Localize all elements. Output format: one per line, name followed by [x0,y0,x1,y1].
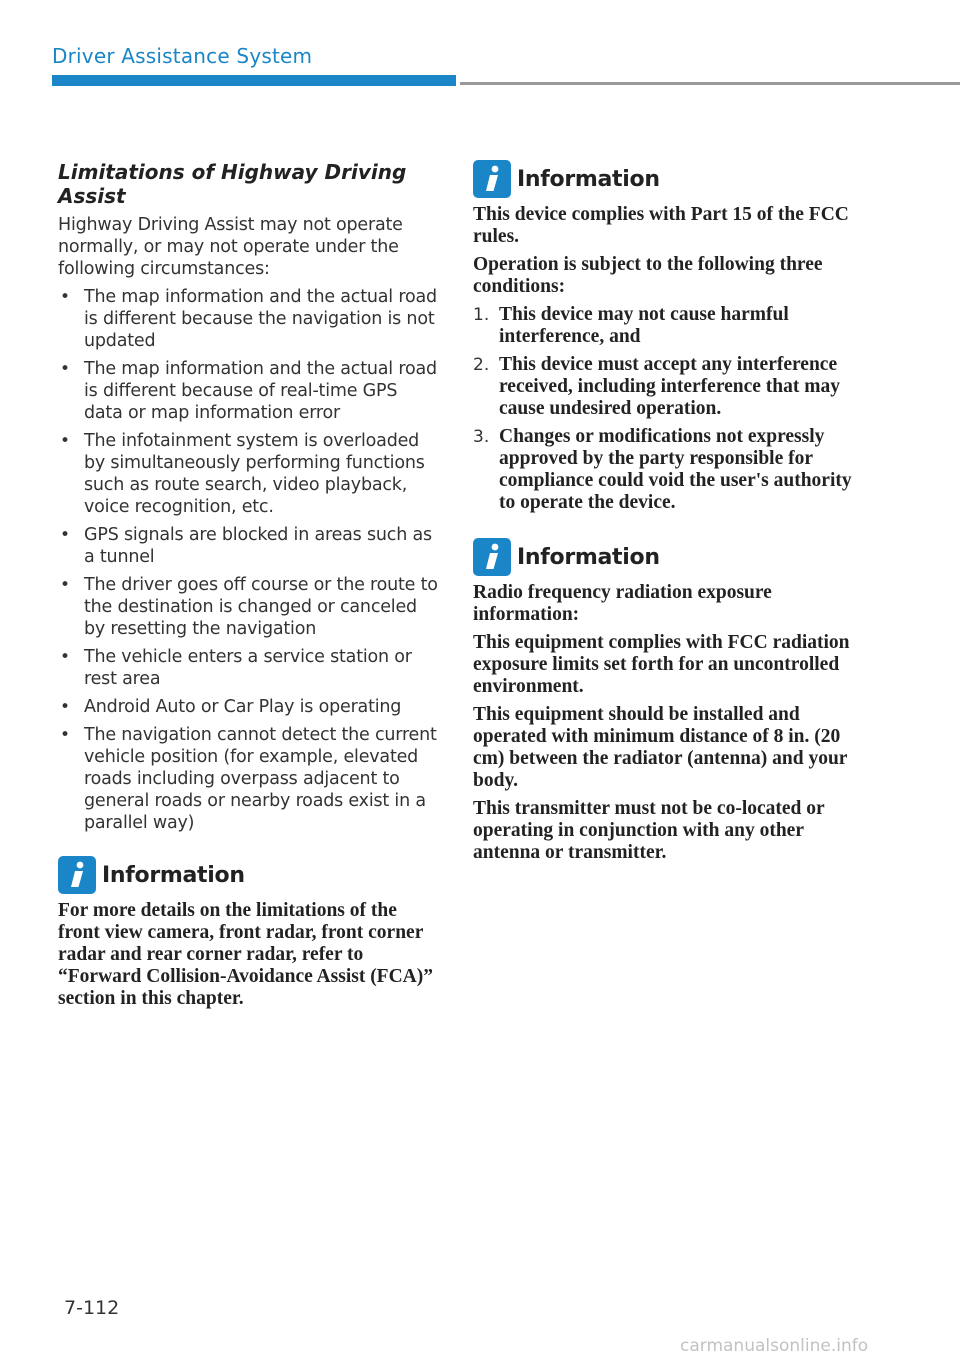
info-block-radiation [473,538,855,864]
header-title: Driver Assistance System [52,44,313,68]
information-icon [58,856,96,894]
info-title: Information [102,862,245,888]
info-block-limitations [58,856,440,1010]
info-block-fcc [473,160,855,514]
conditions-intro: Operation is subject to the following three conditions: [473,254,823,297]
watermark: carmanualsonline.info [680,1336,869,1356]
info-text: For more details on the limitations of the front view camera, front radar, front corner radar and rear corner radar, refer to “Forward Collision-Avoidance Assist (FCA)” section in this chapter. [58,900,434,1009]
list-item: • The map information and the actual road is different because of real-time GPS data or map information error [60,359,437,423]
left-column [58,160,440,1016]
list-item: • The navigation cannot detect the current vehicle position (for example, elevated roads including overpass adjacent to general roads or nearby roads exist in a parallel way) [60,725,437,833]
list-item: • The map information and the actual road is different because the navigation is not updated [60,287,437,351]
intro-paragraph: Highway Driving Assist may not operate normally, or may not operate under the following circumstances: [58,215,403,279]
section-title: Limitations of Highway Driving Assist [58,160,407,208]
radiation-heading: Radio frequency radiation exposure information: [473,582,772,625]
conditions-list [473,304,855,514]
co-location-text: This transmitter must not be co-located or operating in conjunction with any other antenna or transmitter. [473,798,825,863]
radiation-limits-text: This equipment complies with FCC radiation exposure limits set forth for an uncontrolled environment. [473,632,850,697]
header-accent-bar [52,75,456,86]
info-title: Information [517,544,660,570]
installation-distance-text: This equipment should be installed and operated with minimum distance of 8 in. (20 cm) between the radiator (antenna) and your body. [473,704,848,791]
list-item: • The driver goes off course or the route to the destination is changed or canceled by resetting the navigation [60,575,438,639]
list-item: 3. Changes or modifications not expressly approved by the party responsible for compliance could void the user's authority to operate the device. [473,426,852,513]
info-title: Information [517,166,660,192]
fcc-compliance-text: This device complies with Part 15 of the FCC rules. [473,204,849,247]
list-item: 1. This device may not cause harmful interference, and [473,304,789,347]
list-item: • GPS signals are blocked in areas such as a tunnel [60,525,432,567]
limitations-list [58,286,440,834]
header-rule [460,82,960,85]
list-item: • The infotainment system is overloaded by simultaneously performing functions such as route search, video playback, voice recognition, etc. [60,431,425,517]
list-item: • The vehicle enters a service station or rest area [60,647,412,689]
page-number: 7-112 [64,1297,120,1319]
information-icon [473,538,511,576]
right-column [473,160,855,870]
list-item: 2. This device must accept any interference received, including interference that may cause undesired operation. [473,354,841,419]
information-icon [473,160,511,198]
list-item: • Android Auto or Car Play is operating [60,697,402,717]
